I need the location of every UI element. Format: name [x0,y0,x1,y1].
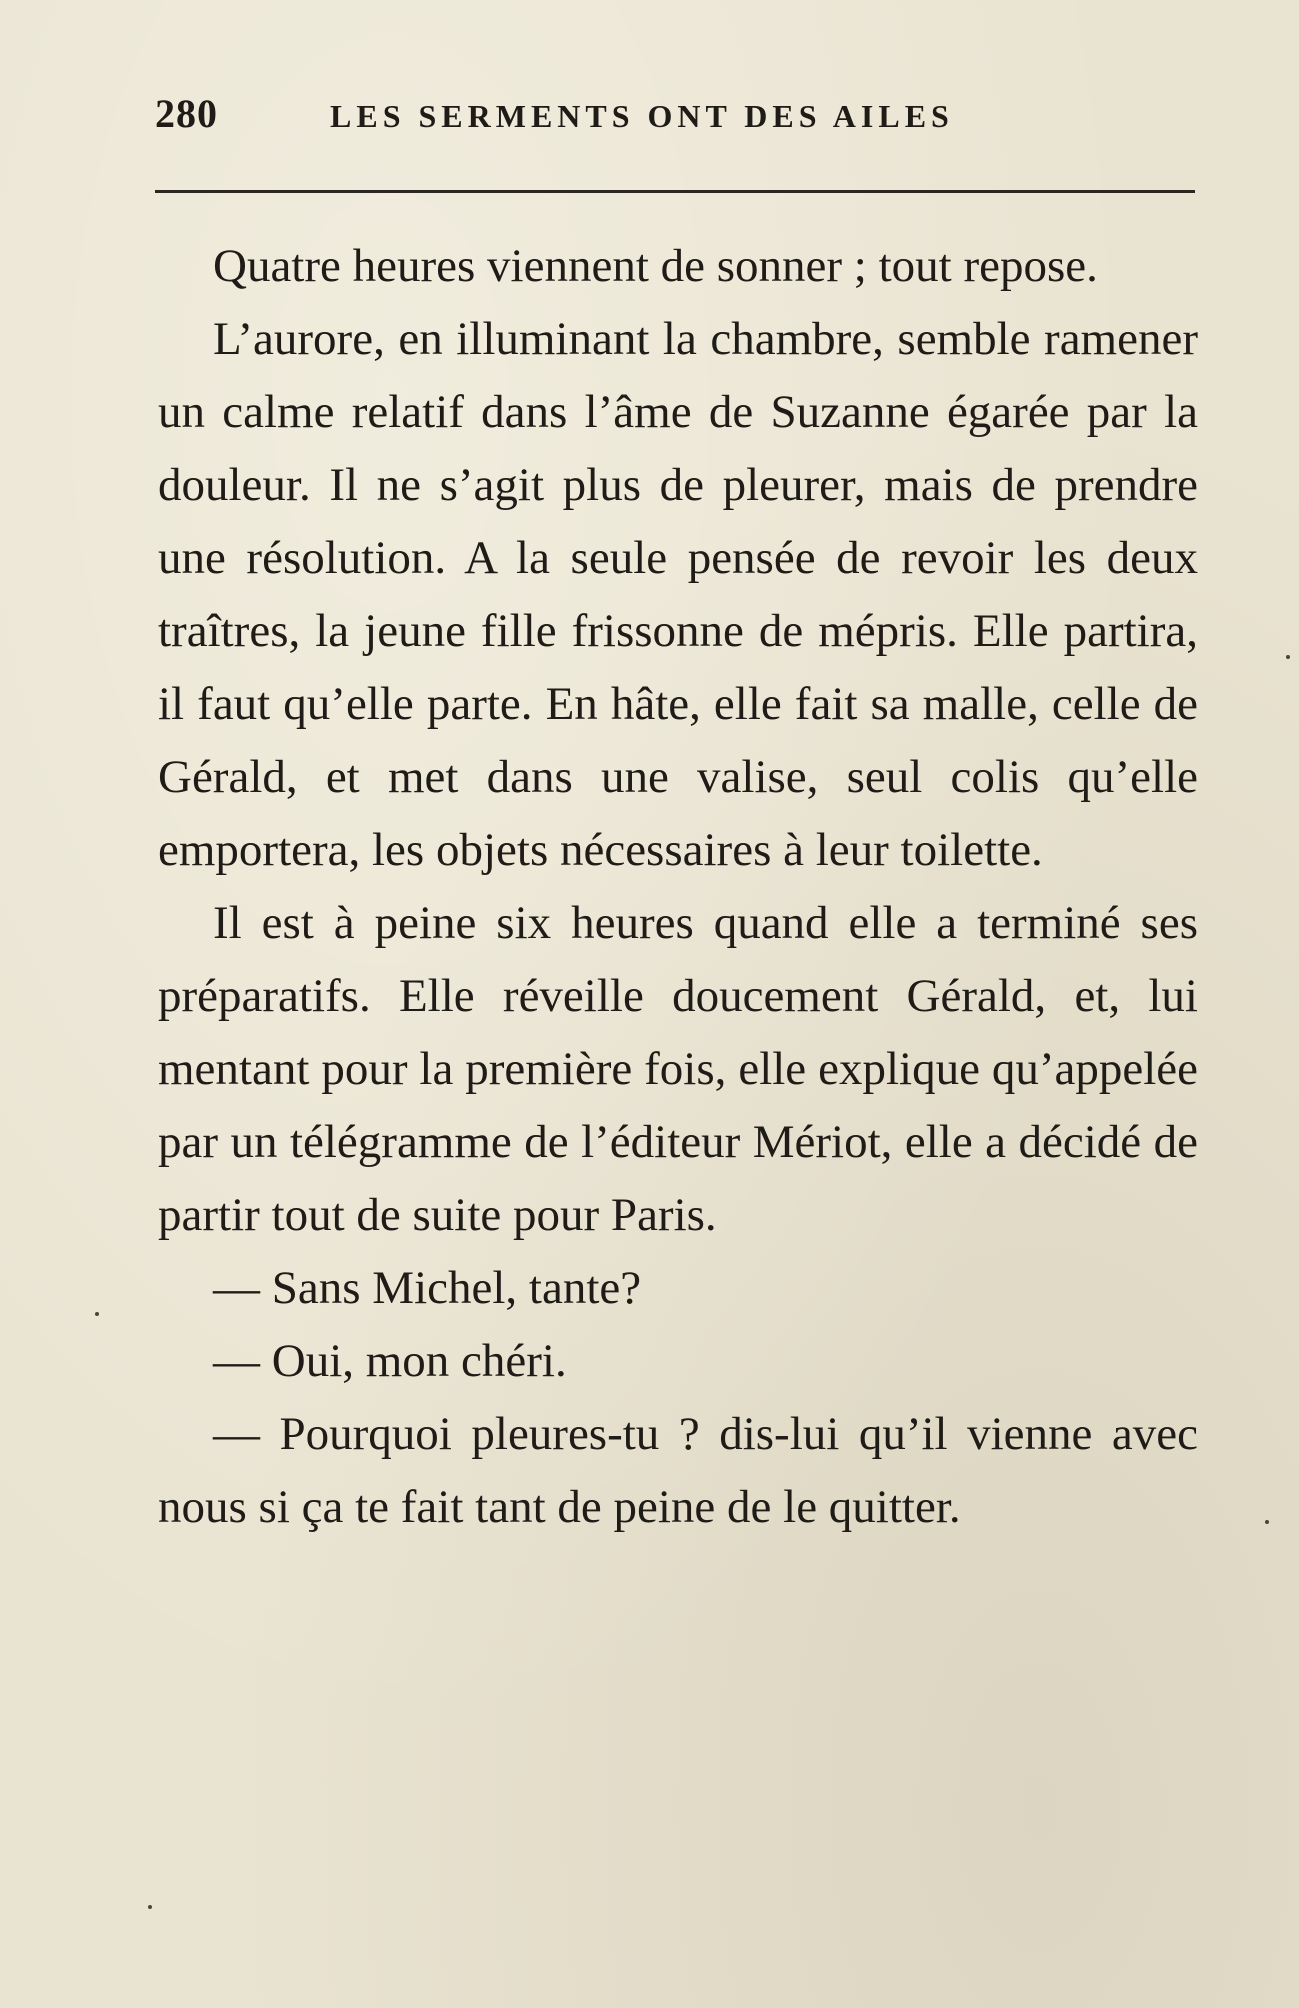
book-page [150,80,1200,1960]
paper-speck [95,1312,99,1316]
dialogue-line: — Sans Michel, tante? [213,1262,642,1314]
paper-speck [1265,1520,1269,1524]
body-text [158,230,1198,1544]
dialogue-line: — Oui, mon chéri. [213,1335,567,1387]
dialogue-line: — Pourquoi pleures-tu ? dis-lui qu’il vienne avec nous si ça te fait tant de peine de le quitter. [158,1408,1198,1533]
header-rule [155,190,1195,193]
paragraph: L’aurore, en illuminant la chambre, semble ramener un calme relatif dans l’âme de Suzanne égarée par la douleur. Il ne s’agit plus de pleurer, mais de prendre une résolution. A la seule pensée de revoir les deux traîtres, la jeune fille frissonne de mépris. Elle partira, il faut qu’elle parte. En hâte, elle fait sa malle, celle de Gérald, et met dans une valise, seul colis qu’elle emportera, les objets nécessaires à leur toilette. [158,313,1198,876]
running-head [150,80,1200,140]
running-title: LES SERMENTS ONT DES AILES [330,98,954,134]
paper-speck [1286,655,1290,659]
paper-speck [148,1905,152,1909]
paragraph: Quatre heures viennent de sonner ; tout repose. [213,240,1098,292]
page-number: 280 [155,91,218,136]
paragraph: Il est à peine six heures quand elle a terminé ses préparatifs. Elle réveille doucement Gérald, et, lui mentant pour la première fois, elle explique qu’appelée par un télégramme de l’éditeur Mériot, elle a décidé de partir tout de suite pour Paris. [158,897,1198,1241]
